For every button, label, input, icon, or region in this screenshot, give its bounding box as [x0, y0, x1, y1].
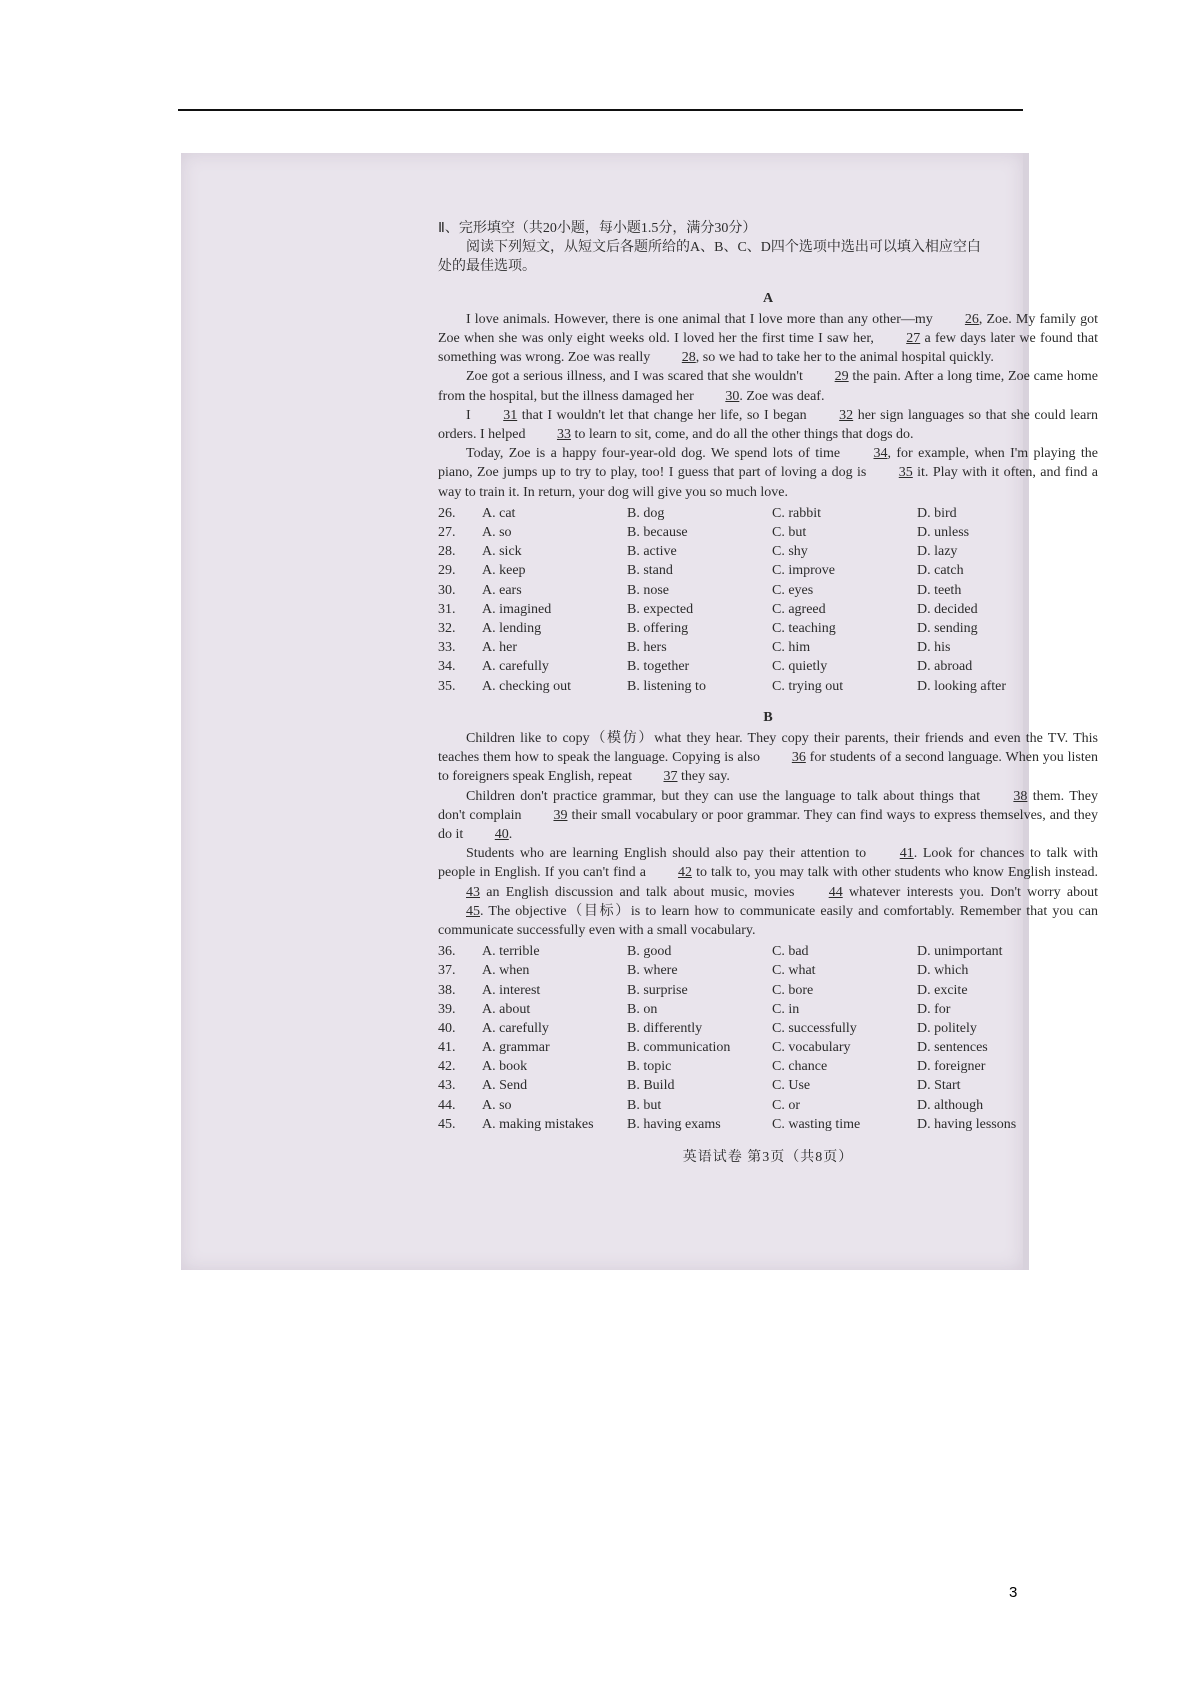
question-number: 44. — [438, 1097, 456, 1113]
option-d: D. unimportant — [917, 944, 1003, 960]
question-number: 30. — [438, 582, 456, 598]
option-a: A. cat — [482, 505, 516, 521]
option-a: A. book — [482, 1059, 528, 1075]
option-a: A. when — [482, 963, 530, 979]
option-b: B. offering — [627, 620, 689, 636]
question-number: 33. — [438, 640, 456, 656]
option-c: C. rabbit — [772, 505, 821, 521]
question-number: 36. — [438, 944, 456, 960]
question-row — [438, 981, 1098, 1000]
passage-a-text — [438, 310, 1098, 502]
question-row — [438, 657, 1098, 676]
passage-a-label: A — [762, 290, 774, 306]
option-d: D. decided — [917, 601, 978, 617]
passage-paragraph: Students who are learning English should also pay their attention to 41. Look for chances to talk with people in English. If you can't find a 42 to talk to, you may talk with other students who know English instead. 43 an English discussion and talk about music, movies 44 whatever interests you. Don't worry about 45. The objective（目标）is to learn how to communicate easily and comfortably. Remember that you can communicate successfully even with a small vocabulary. — [438, 846, 1098, 938]
question-row — [438, 504, 1098, 523]
option-d: D. abroad — [917, 659, 973, 675]
question-number: 32. — [438, 620, 456, 636]
option-a: A. terrible — [482, 944, 540, 960]
blank-34: 34 — [873, 446, 888, 462]
option-a: A. lending — [482, 620, 542, 636]
option-d: D. although — [917, 1097, 984, 1113]
option-b: B. having exams — [627, 1116, 721, 1132]
question-row — [438, 1019, 1098, 1038]
option-d: D. having lessons — [917, 1116, 1017, 1132]
question-row — [438, 561, 1098, 580]
option-d: D. sending — [917, 620, 978, 636]
blank-31: 31 — [503, 407, 518, 423]
option-c: C. successfully — [772, 1020, 857, 1036]
blank-41: 41 — [899, 846, 914, 862]
page-footer: 英语试卷 第3页（共8页） — [682, 1150, 854, 1166]
option-d: D. foreigner — [917, 1059, 986, 1075]
question-number: 34. — [438, 659, 456, 675]
option-c: C. teaching — [772, 620, 836, 636]
question-number: 38. — [438, 982, 456, 998]
question-row — [438, 523, 1098, 542]
passage-paragraph: I 31 that I wouldn't let that change her life, so I began 32 her sign languages so that she could learn orders. I helped 33 to learn to sit, come, and do all the other things that dogs do. — [438, 406, 1098, 444]
exam-sheet — [438, 219, 1098, 1167]
option-c: C. but — [772, 525, 807, 541]
option-a: A. imagined — [482, 601, 552, 617]
question-number: 29. — [438, 563, 456, 579]
option-c: C. shy — [772, 544, 808, 560]
option-c: C. improve — [772, 563, 835, 579]
blank-45: 45 — [466, 903, 480, 919]
option-b: B. expected — [627, 601, 694, 617]
section-instruction-cont: 处的最佳选项。 — [438, 259, 536, 275]
section-title: Ⅱ、完形填空（共20小题，每小题1.5分，满分30分） — [438, 221, 757, 236]
option-b: B. but — [627, 1097, 662, 1113]
blank-36: 36 — [791, 750, 806, 766]
blank-29: 29 — [834, 369, 849, 385]
option-c: C. what — [772, 963, 816, 979]
blank-30: 30 — [725, 388, 740, 404]
blank-26: 26 — [964, 311, 979, 327]
question-number: 41. — [438, 1040, 456, 1056]
option-a: A. sick — [482, 544, 522, 560]
option-b: B. differently — [627, 1020, 703, 1036]
blank-38: 38 — [1013, 788, 1028, 804]
blank-44: 44 — [828, 884, 843, 900]
option-d: D. lazy — [917, 544, 958, 560]
question-row — [438, 581, 1098, 600]
option-c: C. him — [772, 640, 811, 656]
top-rule — [178, 109, 1023, 111]
option-c: C. Use — [772, 1078, 811, 1094]
passage-a-options — [438, 504, 1098, 696]
question-row — [438, 638, 1098, 657]
question-row — [438, 1115, 1098, 1134]
question-row — [438, 961, 1098, 980]
question-row — [438, 1076, 1098, 1095]
question-number: 26. — [438, 505, 456, 521]
option-d: D. sentences — [917, 1040, 988, 1056]
option-d: D. which — [917, 963, 969, 979]
passage-b-text — [438, 729, 1098, 940]
passage-paragraph: I love animals. However, there is one animal that I love more than any other—my 26, Zoe. My family got Zoe when she was only eight weeks old. I loved her the first time I saw her, 27 a few days later we found that something was wrong. Zoe was really 28, so we had to take her to the animal hospital quickly. — [438, 310, 1098, 368]
option-b: B. nose — [627, 582, 669, 598]
option-b: B. on — [627, 1001, 658, 1017]
blank-33: 33 — [556, 427, 571, 443]
option-d: D. excite — [917, 982, 968, 998]
question-number: 43. — [438, 1078, 456, 1094]
option-a: A. keep — [482, 563, 526, 579]
option-b: B. Build — [627, 1078, 675, 1094]
blank-27: 27 — [906, 331, 921, 347]
question-row — [438, 600, 1098, 619]
option-a: A. about — [482, 1001, 531, 1017]
option-a: A. so — [482, 525, 512, 541]
question-row — [438, 677, 1098, 696]
passage-paragraph: Children like to copy（模仿）what they hear. They copy their parents, their friends and even the TV. This teaches them how to speak the language. Copying is also 36 for students of a second language. When you listen to foreigners speak English, repeat 37 they say. — [438, 729, 1098, 787]
option-d: D. politely — [917, 1020, 977, 1036]
option-b: B. hers — [627, 640, 667, 656]
page-number: 3 — [1009, 1584, 1018, 1601]
option-d: D. for — [917, 1001, 951, 1017]
option-d: D. catch — [917, 563, 964, 579]
option-c: C. wasting time — [772, 1116, 861, 1132]
option-b: B. active — [627, 544, 677, 560]
question-row — [438, 542, 1098, 561]
question-number: 27. — [438, 525, 456, 541]
blank-32: 32 — [839, 407, 854, 423]
question-number: 39. — [438, 1001, 456, 1017]
option-a: A. grammar — [482, 1040, 550, 1056]
question-row — [438, 1057, 1098, 1076]
option-a: A. so — [482, 1097, 512, 1113]
passage-paragraph: Zoe got a serious illness, and I was scared that she wouldn't 29 the pain. After a long time, Zoe came home from the hospital, but the illness damaged her 30. Zoe was deaf. — [438, 367, 1098, 405]
option-a: A. carefully — [482, 1020, 549, 1036]
option-a: A. making mistakes — [482, 1116, 594, 1132]
option-c: C. or — [772, 1097, 800, 1113]
question-number: 28. — [438, 544, 456, 560]
question-row — [438, 1000, 1098, 1019]
blank-35: 35 — [898, 465, 913, 481]
question-number: 45. — [438, 1116, 456, 1132]
option-c: C. eyes — [772, 582, 814, 598]
option-d: D. Start — [917, 1078, 961, 1094]
option-c: C. agreed — [772, 601, 826, 617]
option-c: C. chance — [772, 1059, 828, 1075]
passage-paragraph: Today, Zoe is a happy four-year-old dog. We spend lots of time 34, for example, when I'm playing the piano, Zoe jumps up to try to play, too! I guess that part of loving a dog is 35 it. Play with it often, and find a way to train it. In return, your dog will give you so much love. — [438, 446, 1099, 500]
question-row — [438, 619, 1098, 638]
option-b: B. where — [627, 963, 678, 979]
option-a: A. ears — [482, 582, 522, 598]
option-a: A. interest — [482, 982, 541, 998]
option-a: A. checking out — [482, 678, 572, 694]
passage-b-label: B — [763, 709, 773, 725]
option-d: D. bird — [917, 505, 957, 521]
question-row — [438, 942, 1098, 961]
option-b: B. surprise — [627, 982, 688, 998]
option-a: A. her — [482, 640, 517, 656]
blank-37: 37 — [663, 769, 678, 785]
passage-b-options — [438, 942, 1098, 1134]
question-number: 35. — [438, 678, 456, 694]
option-b: B. good — [627, 944, 672, 960]
option-b: B. topic — [627, 1059, 672, 1075]
question-number: 40. — [438, 1020, 456, 1036]
option-a: A. Send — [482, 1078, 528, 1094]
option-d: D. unless — [917, 525, 970, 541]
blank-39: 39 — [553, 807, 568, 823]
question-number: 31. — [438, 601, 456, 617]
option-c: C. vocabulary — [772, 1040, 851, 1056]
option-c: C. quietly — [772, 659, 828, 675]
question-row — [438, 1038, 1098, 1057]
question-number: 37. — [438, 963, 456, 979]
option-d: D. his — [917, 640, 951, 656]
passage-paragraph: Children don't practice grammar, but they can use the language to talk about things that 38 them. They don't complain 39 their small vocabulary or poor grammar. They can find ways to express themselves, and they do it 40. — [438, 787, 1098, 845]
option-b: B. because — [627, 525, 688, 541]
option-b: B. together — [627, 659, 690, 675]
option-c: C. trying out — [772, 678, 844, 694]
option-b: B. dog — [627, 505, 665, 521]
section-instruction: 阅读下列短文，从短文后各题所给的A、B、C、D四个选项中选出可以填入相应空白 — [466, 240, 981, 256]
blank-42: 42 — [678, 865, 692, 881]
option-c: C. in — [772, 1001, 800, 1017]
option-a: A. carefully — [482, 659, 549, 675]
blank-43: 43 — [466, 884, 480, 900]
scanned-exam-page — [181, 153, 1099, 1270]
question-number: 42. — [438, 1059, 456, 1075]
option-b: B. stand — [627, 563, 673, 579]
option-b: B. listening to — [627, 678, 706, 694]
question-row — [438, 1096, 1098, 1115]
option-c: C. bore — [772, 982, 814, 998]
blank-40: 40 — [494, 826, 509, 842]
option-d: D. looking after — [917, 678, 1007, 694]
option-b: B. communication — [627, 1040, 731, 1056]
option-c: C. bad — [772, 944, 809, 960]
blank-28: 28 — [681, 350, 696, 366]
option-d: D. teeth — [917, 582, 962, 598]
